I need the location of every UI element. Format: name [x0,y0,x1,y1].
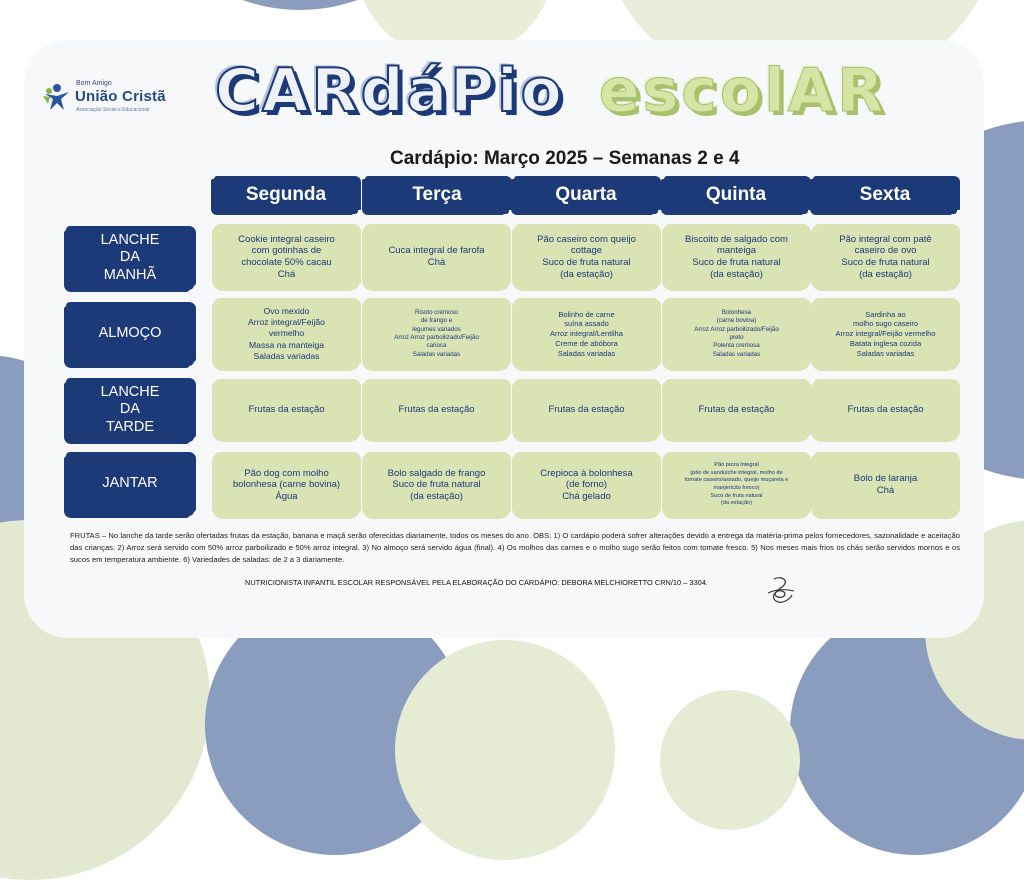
bg-circle [395,640,615,860]
menu-cell-text: Bolinho de carne suína assado Arroz integral/Lentilha Creme de abóbora Saladas variadas [550,309,623,358]
title-word-cardapio: CARdáPio [215,56,565,126]
menu-cell-text: Cookie integral caseiro com gotinhas de chocolate 50% cacau Chá [238,233,335,280]
menu-cell [514,224,659,290]
page-title [215,52,886,130]
menu-cell [664,452,809,518]
menu-cell [514,298,659,370]
logo-mark-icon [42,82,72,112]
menu-cell [214,379,359,441]
menu-cell [664,224,809,290]
page-subtitle: Cardápio: Março 2025 – Semanas 2 e 4 [390,148,740,169]
menu-cell [214,224,359,290]
menu-cell-text: Pão integral com patê caseiro de ovo Suco de fruta natural (da estação) [839,233,932,280]
meal-label-lanche-tarde: LANCHE DA TARDE [66,378,194,442]
menu-cell [664,379,809,441]
menu-cell-text: Biscoito de salgado com manteiga Suco de fruta natural (da estação) [685,233,788,280]
menu-cell [664,298,809,370]
menu-cell [214,452,359,518]
menu-cell-text: Frutas da estação [548,404,625,416]
menu-cell-text: Bolonhesa (carne bovina) Arroz Arroz parboilizado/Feijão preto Polenta cremosa Saladas variadas [694,308,779,358]
menu-cell [813,452,958,518]
logo [42,82,187,116]
day-header-terca: Terça [365,176,509,214]
day-header-quinta: Quinta [664,176,808,214]
menu-cell [514,452,659,518]
day-header-quarta: Quarta [514,176,658,214]
meal-label-lanche-manha: LANCHE DA MANHÃ [66,226,194,290]
menu-cell [813,298,958,370]
menu-cell-text: Crepioca à bolonhesa (de forno) Chá gelado [540,467,633,502]
menu-cell [813,224,958,290]
bg-circle [660,690,800,830]
nutritionist-credit: NUTRICIONISTA INFANTIL ESCOLAR RESPONSÁVEL PELA ELABORAÇÃO DO CARDÁPIO: DEBORA MELCHIORETTO CRN/10 – 3304. [245,578,708,587]
menu-cell-text: Sardinha ao molho sugo caseiro Arroz integral/Feijão vermelho Batata inglesa cozida Saladas variadas [835,309,936,358]
title-word-escolar: escolAR [598,56,887,126]
menu-cell-text: Cuca integral de farofa Chá [388,245,485,268]
day-header-segunda: Segunda [214,176,358,214]
meal-label-jantar: JANTAR [66,452,194,516]
meal-label-almoco: ALMOÇO [66,302,194,366]
menu-cell [214,298,359,370]
menu-cell-text: Pão caseiro com queijo cottage Suco de fruta natural (da estação) [537,233,636,280]
menu-cell-text: Bolo salgado de frango Suco de fruta natural (da estação) [387,467,486,502]
menu-cell-text: Pão pizza integral (pão de sanduíche integral, molho de tomate caseiro/assado, queijo muçarela e manjericão fresco) Suco de fruta natural (da estação) [684,462,789,507]
menu-cell [813,379,958,441]
day-header-sexta: Sexta [813,176,957,214]
menu-cell [364,379,509,441]
menu-notes: FRUTAS – No lanche da tarde serão ofertadas frutas da estação, banana e maçã serão oferecidas diariamente, todos os meses do ano. OBS: 1) O cardápio poderá sofrer alterações devido a entrega da matéria-prima pelos fornecedores, sazonalidade e aceitação das crianças. 2) Arroz será servido com 50% arroz parboilizado e 50% arroz integral. 3) No almoço será servido água (final). 4) Os molhos das carnes e o molho sugo serão feitos com tomate fresco. 5) Nos meses mais frios os chás serão servidos mornos e os sucos em temperatura ambiente. 6) Variedades de saladas: de 2 a 3 diariamente. [70,531,960,564]
menu-cell-text: Frutas da estação [248,404,325,416]
menu-cell [364,298,509,370]
menu-cell-text: Frutas da estação [398,404,475,416]
signature-icon [764,575,798,605]
logo-subtitle: Associação Social e Educacional [76,107,150,113]
menu-cell-text: Frutas da estação [847,404,924,416]
logo-tagline: Bom Amigo [76,80,112,87]
menu-cell-text: Risoto cremoso de frango e legumes variados Arroz Arroz parboilizado/Feijão carioca Saladas variadas [394,308,479,358]
menu-cell [364,452,509,518]
menu-cell [364,224,509,290]
menu-cell-text: Pão dog com molho bolonhesa (carne bovina) Água [232,467,341,502]
logo-name: União Cristã [75,88,166,105]
menu-cell-text: Bolo de laranja Chá [853,473,918,496]
menu-cell-text: Ovo mexido Arroz integral/Feijão vermelho Massa na manteiga Saladas variadas [248,306,325,361]
menu-cell [514,379,659,441]
menu-cell-text: Frutas da estação [698,404,775,416]
